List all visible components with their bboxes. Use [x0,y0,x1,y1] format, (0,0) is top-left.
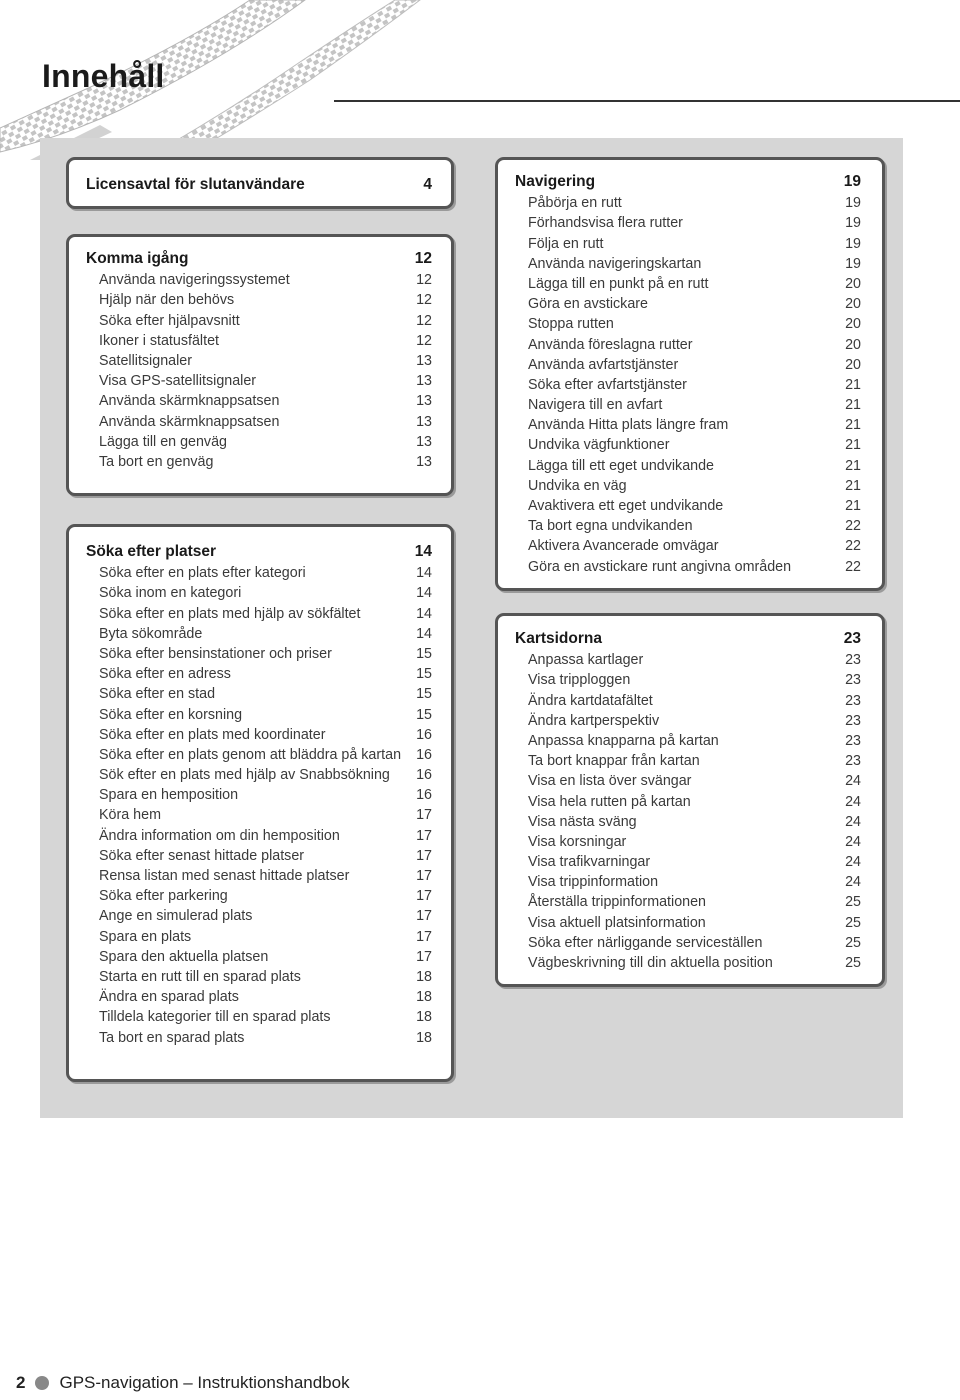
toc-entry-page: 21 [845,417,861,434]
toc-entry-title: Avaktivera ett eget undvikande [528,498,724,514]
toc-entry[interactable] [86,804,432,824]
toc-entry-title: Göra en avstickare runt angivna områden [528,558,792,575]
toc-entry-page: 17 [416,928,432,945]
toc-entry-title: Använda navigeringskartan [528,255,702,272]
toc-entry[interactable] [86,885,432,905]
toc-entry-page: 24 [845,793,861,810]
toc-entry[interactable] [86,764,432,784]
toc-entry-title: Söka efter en korsning [99,706,243,723]
toc-entry-page: 24 [845,833,861,850]
toc-entry-title: Ta bort knappar från kartan [528,753,700,770]
toc-entry-page: 19 [845,195,861,212]
toc-entry[interactable] [515,454,861,474]
toc-section-komma-igang [86,249,432,471]
toc-entry-title: Söka efter avfartstjänster [528,376,687,393]
toc-entry-page: 17 [416,908,432,925]
toc-entry[interactable] [515,871,861,891]
toc-entry-page: 23 [845,732,861,749]
toc-entry-title: Ändra kartdatafältet [528,692,653,709]
toc-section-heading[interactable] [515,172,861,192]
toc-entry-page: 20 [845,296,861,313]
toc-entry[interactable] [515,689,861,709]
toc-entry-title: Använda navigeringssystemet [99,272,290,289]
toc-entry-page: 18 [416,1009,432,1026]
toc-entry-page: 15 [416,686,432,703]
toc-section-kartsidorna [515,629,861,972]
toc-entry-title: Återställa trippinformationen [528,894,707,911]
toc-section-heading[interactable] [86,249,432,269]
toc-entry[interactable] [515,313,861,333]
toc-section-navigering [515,172,861,576]
toc-heading-page: 4 [423,176,432,193]
toc-entry[interactable] [515,515,861,535]
footer-manual-title: GPS-navigation – Instruktionshandbok [59,1373,350,1392]
toc-entry-title: Aktivera Avancerade omvägar [528,538,719,555]
toc-entry-page: 21 [845,437,861,454]
toc-entry[interactable] [515,273,861,293]
toc-entry-page: 23 [845,753,861,770]
toc-entry[interactable] [86,905,432,925]
toc-entry[interactable] [86,724,432,744]
toc-entry-page: 24 [845,874,861,891]
toc-entry-page: 25 [845,894,861,911]
toc-entry-page: 21 [845,457,861,474]
toc-entry-page: 13 [416,393,432,410]
toc-entry-title: Visa korsningar [528,833,627,850]
toc-entry[interactable] [86,350,432,370]
toc-entry-page: 18 [416,1029,432,1046]
toc-entry-title: Använda Hitta plats längre fram [528,417,729,434]
toc-entry[interactable] [86,582,432,602]
toc-entry[interactable] [86,824,432,844]
toc-entry-title: Ändra information om din hemposition [99,827,340,844]
toc-entry-title: Hjälp när den behövs [99,292,235,309]
toc-entry[interactable] [515,475,861,495]
toc-entry-page: 12 [416,292,432,309]
toc-entry-title: Undvika en väg [528,477,627,494]
toc-entry-title: Satellitsignaler [99,352,192,369]
toc-entry-page: 17 [416,948,432,965]
toc-entry[interactable] [515,851,861,871]
toc-entry[interactable] [515,354,861,374]
toc-entry-title: Köra hem [99,807,161,824]
toc-entry-page: 25 [845,914,861,931]
toc-entry-title: Följa en rutt [528,235,604,252]
toc-entry[interactable] [86,845,432,865]
toc-entry-page: 25 [845,934,861,951]
toc-entry[interactable] [86,784,432,804]
toc-entry[interactable] [86,390,432,410]
toc-entry-title: Starta en rutt till en sparad plats [99,968,301,985]
toc-entry-title: Sök efter en plats med hjälp av Snabbsökning [99,767,390,784]
toc-entry-title: Ändra kartperspektiv [528,712,660,729]
toc-entry[interactable] [515,374,861,394]
toc-entry[interactable] [86,865,432,885]
toc-entry-title: Spara den aktuella platsen [99,948,269,965]
toc-entry-page: 19 [845,235,861,252]
toc-entry-list [515,192,861,576]
toc-entry[interactable] [86,562,432,582]
title-rule [334,100,960,102]
toc-entry[interactable] [515,831,861,851]
toc-entry-page: 13 [416,433,432,450]
toc-entry-title: Visa trippinformation [528,874,659,891]
toc-heading-title: Komma igång [86,250,189,267]
toc-entry[interactable] [86,451,432,471]
toc-entry[interactable] [515,192,861,212]
toc-entry-title: Söka efter parkering [99,888,228,905]
toc-entry-page: 23 [845,652,861,669]
toc-section-licensavtal [86,175,432,195]
toc-entry-title: Visa tripploggen [528,672,631,689]
toc-entry-title: Söka efter närliggande serviceställen [528,934,763,951]
page-title: Innehåll [42,58,165,94]
toc-entry-list [515,649,861,972]
toc-entry-list [86,562,432,1047]
toc-entry-title: Söka efter en stad [99,686,216,703]
toc-entry-page: 13 [416,373,432,390]
toc-entry[interactable] [515,333,861,353]
toc-entry-title: Söka efter bensinstationer och priser [99,645,332,662]
toc-entry-page: 20 [845,316,861,333]
toc-entry-page: 16 [416,726,432,743]
toc-entry-page: 24 [845,854,861,871]
toc-section-soka-efter-platser [86,542,432,1047]
toc-entry-title: Söka efter en plats genom att bläddra på kartan [99,746,402,763]
toc-section-heading[interactable] [86,542,432,562]
toc-entry-page: 17 [416,888,432,905]
toc-entry-title: Söka efter hjälpavsnitt [99,312,240,329]
toc-entry[interactable] [515,495,861,515]
toc-heading-page: 12 [414,250,432,267]
toc-entry-page: 23 [845,672,861,689]
toc-entry-page: 12 [416,272,432,289]
toc-entry[interactable] [515,952,861,972]
toc-section-heading[interactable] [86,175,432,195]
toc-entry[interactable] [86,1026,432,1046]
toc-entry-page: 14 [416,565,432,582]
toc-entry[interactable] [515,770,861,790]
toc-entry-page: 13 [416,352,432,369]
toc-entry-title: Använda skärmknappsatsen [99,413,280,430]
toc-entry-page: 13 [416,453,432,470]
toc-entry[interactable] [86,410,432,430]
toc-entry-page: 19 [845,215,861,232]
toc-entry-page: 16 [416,787,432,804]
toc-heading-page: 14 [414,543,432,560]
toc-entry-page: 20 [845,356,861,373]
toc-entry-title: Ange en simulerad plats [99,908,253,925]
toc-entry-title: Ta bort en sparad plats [99,1029,245,1046]
toc-entry[interactable] [515,232,861,252]
toc-heading-page: 19 [843,173,861,190]
toc-entry[interactable] [515,790,861,810]
toc-entry[interactable] [515,911,861,931]
toc-entry-page: 14 [416,625,432,642]
toc-heading-title: Kartsidorna [515,630,602,647]
toc-entry[interactable] [515,434,861,454]
toc-entry-title: Navigera till en avfart [528,397,663,414]
toc-entry-title: Visa hela rutten på kartan [528,793,691,810]
toc-entry-title: Använda skärmknappsatsen [99,393,280,410]
toc-entry[interactable] [515,555,861,575]
toc-entry-title: Visa en lista över svängar [528,773,692,790]
toc-entry[interactable] [86,623,432,643]
toc-entry[interactable] [86,703,432,723]
toc-entry-title: Anpassa kartlager [528,652,644,669]
footer-page-number: 2 [16,1373,26,1392]
toc-entry-title: Undvika vägfunktioner [528,437,670,454]
toc-entry[interactable] [515,730,861,750]
toc-entry-page: 19 [845,255,861,272]
toc-entry-title: Ikoner i statusfältet [99,332,219,349]
toc-entry[interactable] [86,431,432,451]
toc-entry-page: 15 [416,645,432,662]
toc-entry-page: 12 [416,332,432,349]
toc-entry-title: Lägga till ett eget undvikande [528,457,714,474]
page-footer [16,1373,350,1393]
toc-entry-title: Förhandsvisa flera rutter [528,215,683,232]
toc-entry-page: 21 [845,498,861,514]
toc-entry-title: Tilldela kategorier till en sparad plats [99,1009,331,1026]
toc-entry-page: 15 [416,706,432,723]
toc-entry-page: 17 [416,807,432,824]
toc-entry-title: Anpassa knapparna på kartan [528,732,719,749]
toc-entry-title: Påbörja en rutt [528,195,622,212]
toc-entry-page: 17 [416,847,432,864]
toc-entry[interactable] [86,925,432,945]
toc-entry-title: Byta sökområde [99,625,203,642]
toc-entry[interactable] [515,669,861,689]
toc-entry-page: 14 [416,605,432,622]
toc-section-heading[interactable] [515,629,861,649]
toc-entry-title: Ta bort egna undvikanden [528,518,693,535]
toc-entry-page: 18 [416,989,432,1006]
toc-entry[interactable] [515,535,861,555]
toc-entry[interactable] [86,1006,432,1026]
toc-entry[interactable] [515,750,861,770]
toc-entry[interactable] [515,394,861,414]
toc-entry-page: 13 [416,413,432,430]
toc-entry-title: Göra en avstickare [528,296,648,313]
toc-entry[interactable] [515,212,861,232]
toc-entry-title: Söka efter en plats med hjälp av sökfältet [99,605,361,622]
toc-entry-title: Rensa listan med senast hittade platser [99,868,350,884]
toc-entry[interactable] [86,309,432,329]
toc-heading-title: Licensavtal för slutanvändare [86,176,305,193]
toc-entry-page: 17 [416,868,432,884]
toc-entry-page: 12 [416,312,432,329]
toc-entry-title: Använda föreslagna rutter [528,336,693,353]
toc-entry-title: Spara en plats [99,928,192,945]
toc-entry[interactable] [86,683,432,703]
toc-entry-title: Använda avfartstjänster [528,356,679,373]
toc-entry-page: 23 [845,692,861,709]
toc-entry[interactable] [86,966,432,986]
toc-entry[interactable] [86,602,432,622]
toc-entry-page: 20 [845,336,861,353]
toc-entry[interactable] [86,330,432,350]
toc-entry-page: 14 [416,585,432,602]
toc-entry-title: Ta bort en genväg [99,453,214,470]
toc-entry-title: Stoppa rutten [528,316,614,333]
toc-entry-page: 16 [416,767,432,784]
toc-entry-title: Söka efter en plats efter kategori [99,565,306,582]
toc-heading-page: 23 [843,630,861,647]
toc-entry[interactable] [515,932,861,952]
toc-entry-title: Lägga till en punkt på en rutt [528,275,709,292]
toc-entry[interactable] [515,811,861,831]
toc-entry[interactable] [86,986,432,1006]
toc-entry-page: 16 [416,746,432,763]
toc-entry-title: Söka efter senast hittade platser [99,847,305,864]
toc-entry[interactable] [86,289,432,309]
toc-entry[interactable] [515,649,861,669]
toc-entry-page: 22 [845,558,861,575]
toc-entry[interactable] [515,891,861,911]
toc-entry[interactable] [86,744,432,764]
toc-entry-title: Visa aktuell platsinformation [528,914,706,931]
toc-entry-page: 21 [845,477,861,494]
toc-entry-page: 24 [845,773,861,790]
toc-heading-title: Navigering [515,173,596,190]
toc-entry-title: Ändra en sparad plats [99,989,239,1006]
toc-entry-title: Visa GPS-satellitsignaler [99,373,257,390]
toc-entry-page: 21 [845,397,861,414]
toc-entry[interactable] [86,370,432,390]
toc-entry-page: 20 [845,275,861,292]
toc-entry-title: Visa nästa sväng [528,813,637,830]
toc-heading-title: Söka efter platser [86,543,217,560]
toc-entry-page: 22 [845,518,861,535]
footer-bullet-icon [35,1376,49,1390]
toc-entry[interactable] [515,293,861,313]
toc-entry-page: 15 [416,666,432,683]
toc-entry[interactable] [86,663,432,683]
toc-entry-title: Spara en hemposition [99,787,239,804]
toc-entry-title: Söka inom en kategori [99,585,242,602]
toc-entry[interactable] [86,269,432,289]
toc-entry-page: 21 [845,376,861,393]
toc-entry-title: Söka efter en plats med koordinater [99,726,326,743]
toc-entry-page: 24 [845,813,861,830]
toc-entry-page: 17 [416,827,432,844]
toc-entry-list [86,269,432,471]
toc-entry-title: Visa trafikvarningar [528,854,651,871]
toc-entry-page: 25 [845,955,861,971]
toc-entry[interactable] [515,414,861,434]
toc-entry-page: 18 [416,968,432,985]
toc-entry-title: Söka efter en adress [99,666,231,683]
toc-entry-page: 22 [845,538,861,555]
toc-entry[interactable] [86,946,432,966]
toc-entry-title: Lägga till en genväg [99,433,227,450]
toc-entry[interactable] [515,710,861,730]
toc-entry[interactable] [86,643,432,663]
toc-entry[interactable] [515,253,861,273]
toc-entry-page: 23 [845,712,861,729]
toc-entry-title: Vägbeskrivning till din aktuella position [528,955,773,971]
